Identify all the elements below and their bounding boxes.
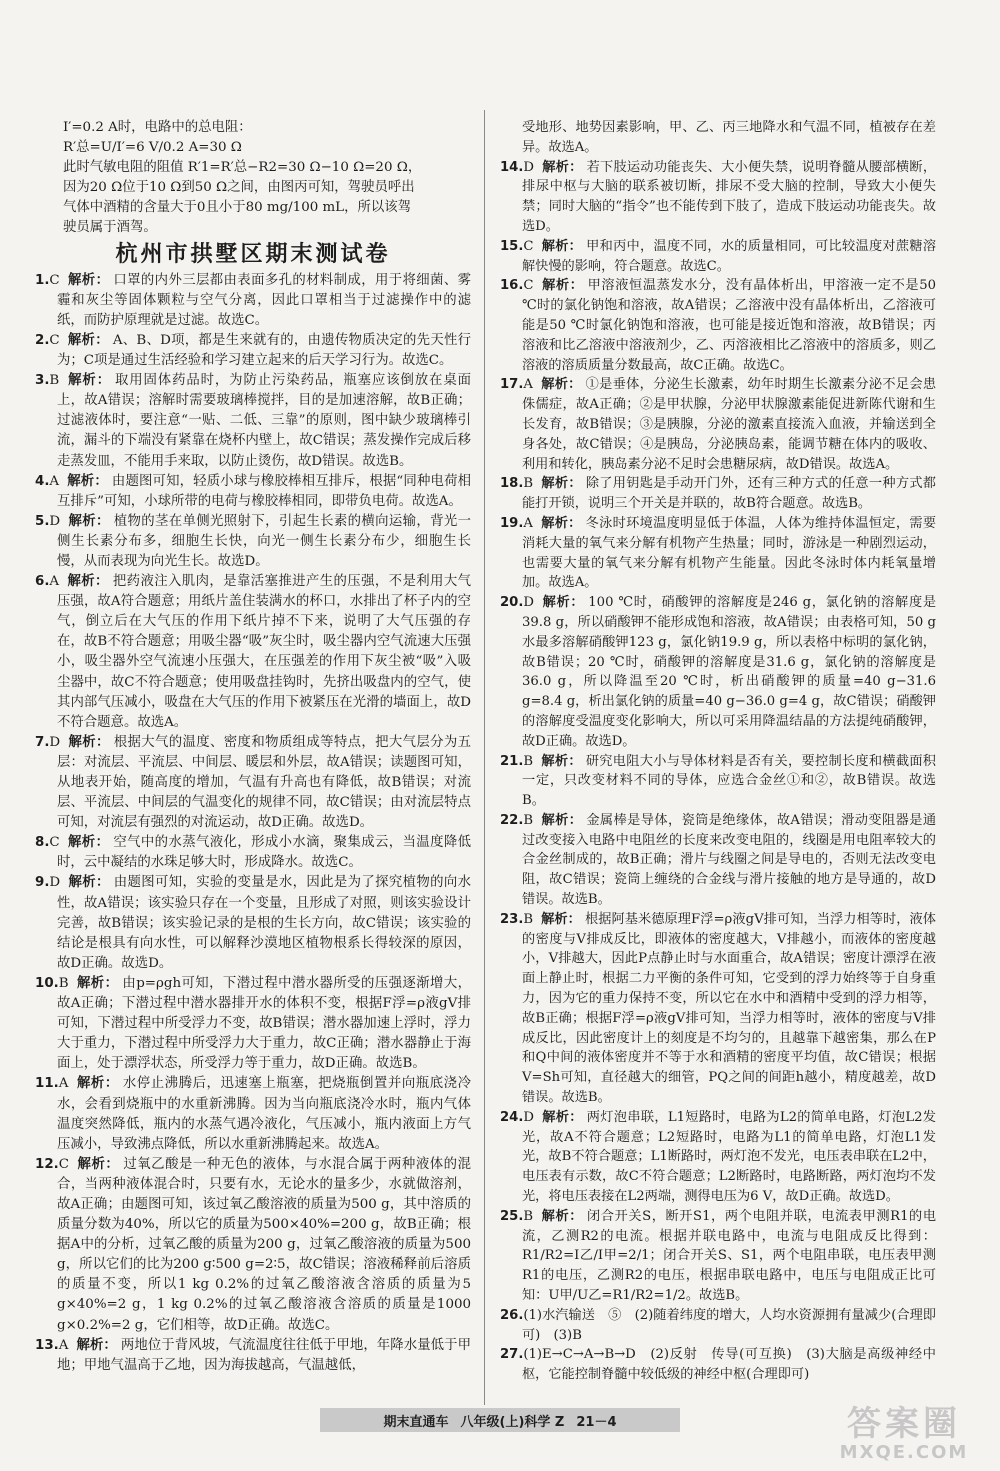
item-text: 由p=ρgh可知，下潜过程中潜水器所受的压强逐渐增大，故A正确；下潜过程中潜水器排开水的体积不变，根据F浮=ρ液gV排可知，下潜过程中所受浮力不变，故B错误；潜水器加速上浮时，浮力大于重力，下潜过程中所受浮力大于重力，故C正确；潜水器静止于海面上，处于漂浮状态，所受浮力等于重力，故D正确。故选B。: [57, 975, 472, 1072]
item-text: 取用固体药品时，为防止污染药品，瓶塞应该倒放在桌面上，故A错误；溶解时需要玻璃棒搅拌，目的是加速溶解，故B正确；过滤液体时，要注意“一贴、二低、三靠”的原则，图中缺少玻璃棒引流，漏斗的下端没有紧靠在烧杯内壁上，故C错误；蒸发操作完成后移走蒸发皿，不能用手来取，以防止烫伤，故D错误。故选B。: [57, 373, 472, 469]
item-text: (1)水汽输送 ⑤ (2)随着纬度的增大，人均水资源拥有量减少(合理即可) (3)B: [522, 1307, 936, 1343]
item-answer: D: [49, 513, 61, 529]
answer-item: [35, 472, 471, 512]
item-number: 27.: [500, 1347, 524, 1363]
item-answer: D: [49, 875, 61, 891]
analysis-label: 解析：: [540, 515, 582, 531]
analysis-label: 解析：: [541, 159, 583, 175]
item-number: 3.: [35, 373, 50, 389]
item-number: 23.: [500, 911, 524, 927]
item-answer: B: [58, 975, 69, 991]
answer-item: [35, 512, 471, 572]
item-text: A、B、D项，都是生来就有的，由遗传物质决定的先天性行为；C项是通过生活经验和学习建立起来的后天学习行为。故选C。: [57, 332, 472, 369]
item-answer: D: [523, 595, 534, 611]
item-answer: B: [523, 1208, 534, 1224]
item-text: 由题图可知，实验的变量是水，因此是为了探究植物的向水性，故A错误；该实验只存在一个变量，且形成了对照，则该实验设计完善，故B错误；该实验记录的是根的生长方向，故C错误；该实验的结论是根具有向水性，可以解释沙漠地区植物根系长得较深的原因，故D正确。故选D。: [57, 875, 472, 971]
item-number: 19.: [500, 515, 524, 531]
analysis-label: 解析：: [540, 377, 582, 393]
item-answer: B: [523, 911, 534, 927]
item-text: 口罩的内外三层都由表面多孔的材料制成，用于将细菌、雾霾和灰尘等固体颗粒与空气分离，因此口罩相当于过滤操作中的滤纸，而防护原理就是过滤。故选C。: [57, 272, 472, 328]
answer-item: [35, 271, 471, 331]
answer-item: [35, 833, 471, 873]
item-number: 2.: [35, 332, 50, 348]
item-number: 12.: [35, 1156, 59, 1172]
answer-item: [35, 572, 471, 733]
item-answer: C: [49, 332, 60, 348]
item-text: 水停止沸腾后，迅速塞上瓶塞，把烧瓶倒置并向瓶底浇冷水，会看到烧瓶中的水重新沸腾。因为当向瓶底浇冷水时，瓶内气体温度突然降低，瓶内的水蒸气遇冷液化，气压减小，瓶内液面上方气压减小，导致沸点降低，所以水重新沸腾起来。故选A。: [57, 1076, 472, 1152]
item-answer: A: [58, 1076, 69, 1092]
answer-item: [35, 1336, 471, 1376]
answer-item: [500, 237, 936, 277]
item-text: 除了用钥匙是手动开门外，还有三种方式的任意一种方式都能打开锁，说明三个开关是并联的，故B符合题意。故选B。: [522, 476, 936, 512]
item-answer: C: [49, 835, 60, 851]
item-number: 22.: [500, 812, 524, 828]
analysis-label: 解析：: [541, 1109, 583, 1125]
analysis-label: 解析：: [541, 476, 582, 492]
exam-title: 杭州市拱墅区期末测试卷: [115, 241, 391, 267]
item-answer: A: [523, 515, 533, 531]
item-number: 18.: [500, 476, 524, 492]
item-number: 14.: [500, 159, 524, 175]
answer-item: [35, 1074, 471, 1154]
continued-text: 受地形、地势因素影响，甲、乙、丙三地降水和气温不同，植被存在差异。故选A。: [522, 120, 936, 155]
answer-item: [500, 593, 936, 751]
analysis-label: 解析：: [68, 875, 110, 891]
item-text: 根据大气的温度、密度和物质组成等特点，把大气层分为五层：对流层、平流层、中间层、暖层和外层，故A错误；读题图可知，从地表开始，随高度的增加，气温有升高也有降低，故B错误；对流层、平流层、中间层的气温变化的规律不同，故C错误；由对流层特点可知，对流层有强烈的对流运动，故D正确。故选D。: [57, 734, 472, 831]
answer-item: [500, 1207, 936, 1306]
answer-item: [35, 1155, 471, 1336]
intro-line: I′=0.2 A时，电路中的总电阻：: [63, 120, 252, 135]
analysis-label: 解析：: [76, 975, 119, 991]
item-text: 若下肢运动功能丧失、大小便失禁，说明脊髓从腰部横断，排尿中枢与大脑的联系被切断，排尿不受大脑的控制，导致大小便失禁；同时大脑的“指令”也不能传到下肢了，造成下肢运动功能丧失。故选D。: [522, 159, 937, 234]
item-text: 冬泳时环境温度明显低于体温，人体为维持体温恒定，需要消耗大量的氧气来分解有机物产生热量；同时，游泳是一种剧烈运动，也需要大量的氧气来分解有机物产生能量。因此冬泳时体内耗氧量增加。故选A。: [522, 515, 937, 591]
item-answer: A: [58, 1337, 69, 1353]
item-number: 25.: [500, 1208, 524, 1224]
item-answer: B: [523, 753, 534, 769]
answer-item: [500, 375, 936, 474]
analysis-label: 解析：: [541, 812, 583, 828]
intro-line: 气体中酒精的含量大于0且小于80 mg/100 mL，所以该驾: [63, 200, 412, 216]
analysis-label: 解析：: [68, 734, 110, 750]
item-answer: C: [523, 278, 534, 294]
answer-item: [500, 514, 936, 593]
item-number: 5.: [35, 513, 50, 529]
item-text: 根据阿基米德原理F浮=ρ液gV排可知，当浮力相等时，液体的密度与V排成反比，即液体的密度越大，V排越小，而液体的密度越小，V排越大，因此P点静止时与水面重合，故A错误；密度计漂浮在液面上静止时，根据二力平衡的条件可知，它受到的浮力始终等于自身重力，因为它的重力保持不变，所以它在水中和酒精中受到的浮力相等，故B正确；根据F浮=ρ液gV排可知，当浮力相等时，液体的密度与V排成反比，因此密度计上的刻度是不均匀的，且越靠下越密集，那么在P和Q中间的液体密度并不等于水和酒精的密度平均值，故C错误；根据V=Sh可知，直径越大的细管，PQ之间的间距h越小，精度越差，故D错误。故选B。: [522, 911, 936, 1106]
answer-item: [500, 474, 936, 514]
item-text: 两灯泡串联，L1短路时，电路为L2的简单电路，灯泡L2发光，故A不符合题意；L2短路时，电路为L1的简单电路，灯泡L1发光，故B不符合题意；L1断路时，两灯泡不发光，电压表串联在L2中，电压表有示数，故C不符合题意；L2断路时，电路断路，两灯泡均不发光，将电压表接在L2两端，测得电压为6 V，故D正确。故选D。: [522, 1109, 936, 1205]
right-answer-list: [500, 158, 936, 1306]
analysis-label: 解析：: [67, 272, 110, 288]
watermark-logo: [818, 1405, 990, 1465]
item-text: 两地位于背风坡，气流温度往往低于甲地，年降水量低于甲地；甲地气温高于乙地，因为海拔越高，气温越低，: [57, 1337, 471, 1373]
answer-item: [35, 974, 471, 1074]
item-answer: A: [49, 574, 60, 590]
item-text: 甲和丙中，温度不同，水的质量相同，可比较温度对蔗糖溶解快慢的影响，符合题意。故选C。: [522, 238, 937, 274]
analysis-label: 解析：: [541, 1208, 583, 1224]
item-number: 20.: [500, 595, 524, 611]
answer-item: [500, 276, 936, 375]
item-text: 甲溶液恒温蒸发水分，没有晶体析出，甲溶液一定不是50 ℃时的氯化钠饱和溶液，故A错误；乙溶液中没有晶体析出，乙溶液可能是50 ℃时氯化钠饱和溶液，也可能是接近饱和溶液，故B错误；丙溶液和比乙溶液中溶液剂少，乙、丙溶液相比乙溶液中的溶质多，则乙溶液的溶质质量分数最高，故C正确。故选C。: [522, 278, 937, 373]
analysis-label: 解析：: [67, 473, 108, 489]
answer-item: [35, 371, 471, 471]
item-number: 13.: [35, 1337, 59, 1353]
item-number: 7.: [35, 734, 50, 750]
item-number: 6.: [35, 574, 50, 590]
analysis-label: 解析：: [541, 911, 581, 927]
answer-item: [500, 910, 936, 1108]
item-text: 植物的茎在单侧光照射下，引起生长素的横向运输，背光一侧生长素分布多，细胞生长快，向光一侧生长素分布少，细胞生长慢，从而表现为向光生长。故选D。: [57, 513, 472, 569]
item-answer: D: [523, 1109, 534, 1125]
answer-item: [500, 158, 936, 237]
analysis-label: 解析：: [67, 373, 111, 389]
intro-line: R′总=U/I′=6 V/0.2 A=30 Ω: [63, 140, 242, 156]
watermark-text: 答案圈: [847, 1404, 961, 1444]
item-answer: A: [49, 473, 60, 489]
item-answer: B: [523, 812, 534, 828]
item-text: 闭合开关S，断开S1，两个电阻并联，电流表甲测R1的电流，乙测R2的电流。根据并联电路中，电流与电阻成反比得到：R1/R2=I乙/I甲=2/1；闭合开关S、S1，两个电阻串联，电压表甲测R1的电压，乙测R2的电压，根据串联电路中，电压与电阻成正比可知：U甲/U乙=R1/R2=1/2。故选B。: [522, 1208, 937, 1304]
item-answer: D: [49, 734, 61, 750]
item-text: 空气中的水蒸气液化，形成小水滴，聚集成云，当温度降低时，云中凝结的水珠足够大时，形成降水。故选C。: [57, 835, 472, 871]
item-number: 24.: [500, 1109, 524, 1125]
item-number: 11.: [35, 1076, 59, 1092]
analysis-label: 解析：: [67, 835, 110, 851]
item-text: 100 ℃时，硝酸钾的溶解度是246 g，氯化钠的溶解度是39.8 g，所以硝酸钾不能形成饱和溶液，故A错误；由表格可知，50 g水最多溶解硝酸钾123 g，氯化钠19.9 g，所以表格中标明的氯化钠，故B错误；20 ℃时，硝酸钾的溶解度是31.6 g，氯化钠的溶解度是36.0 g，所以降温至20 ℃时，析出硝酸钾的质量=40 g−31.6 g=8.4 g，析出氯化钠的质量=40 g−36.0 g=4 g，故C错误；硝酸钾的溶解度受温度变化影响大，所以可采用降温结晶的方法提纯硝酸钾，故D正确。故选D。: [522, 595, 937, 749]
answer-item: [500, 752, 936, 811]
item-answer: C: [58, 1156, 69, 1172]
answer-item: [500, 1306, 936, 1346]
analysis-label: 解析：: [68, 513, 110, 529]
item-answer: C: [49, 272, 60, 288]
item-number: 17.: [500, 377, 524, 393]
item-text: ①是垂体，分泌生长激素，幼年时期生长激素分泌不足会患侏儒症，故A正确；②是甲状腺，分泌甲状腺激素能促进新陈代谢和生长发育，故B错误；③是胰腺，分泌的激素直接流入血液，并输送到全身各处，故C错误；④是胰岛，分泌胰岛素，能调节糖在体内的吸收、利用和转化，胰岛素分泌不足时会患糖尿病，故D错误。故选A。: [522, 377, 937, 472]
left-column: [35, 118, 471, 1376]
analysis-label: 解析：: [76, 1076, 119, 1092]
column-divider: [484, 110, 485, 1405]
intro-line: 因为20 Ω位于10 Ω到50 Ω之间，由图丙可知，驾驶员呼出: [63, 180, 415, 196]
analysis-label: 解析：: [541, 238, 583, 254]
item-number: 8.: [35, 835, 50, 851]
right-column: [500, 118, 936, 1385]
item-number: 1.: [35, 272, 50, 288]
footer-grade: 八年级(上)科学 Z: [460, 1414, 565, 1430]
item-answer: A: [523, 377, 533, 393]
item-number: 21.: [500, 753, 524, 769]
analysis-label: 解析：: [67, 574, 109, 590]
footer-page-number: 21－4: [576, 1414, 617, 1430]
analysis-label: 解析：: [541, 278, 584, 294]
intro-line: 此时气敏电阻的阻值 R′1=R′总−R2=30 Ω−10 Ω=20 Ω，: [63, 160, 422, 176]
answer-item: [500, 1108, 936, 1207]
item-answer: C: [523, 238, 534, 254]
intro-line: 驶员属于酒驾。: [63, 220, 157, 236]
item-answer: B: [523, 476, 534, 492]
item-text: 由题图可知，轻质小球与橡胶棒相互排斥，根据“同种电荷相互排斥”可知，小球所带的电荷与橡胶棒相同，即带负电荷。故选A。: [57, 473, 472, 509]
item-answer: B: [49, 373, 60, 389]
footer-brand: 期末直通车: [383, 1414, 449, 1430]
item-answer: D: [523, 159, 534, 175]
analysis-label: 解析：: [76, 1337, 117, 1353]
item-number: 9.: [35, 875, 50, 891]
analysis-label: 解析：: [541, 753, 582, 769]
item-number: 4.: [35, 473, 50, 489]
answer-item: [500, 811, 936, 910]
answer-item: [35, 733, 471, 833]
item-number: 26.: [500, 1307, 524, 1323]
analysis-label: 解析：: [541, 595, 585, 611]
analysis-label: 解析：: [76, 1156, 120, 1172]
item-text: 把药液注入肌肉，是靠活塞推进产生的压强，不是利用大气压强，故A符合题意；用纸片盖住装满水的杯口，水排出了杯子内的空气，倒立后在大气压的作用下纸片掉不下来，说明了大气压强的存在，故B不符合题意；用吸尘器“吸”灰尘时，吸尘器内空气流速大压强小，吸尘器外空气流速小压强大，在压强差的作用下灰尘被“吸”入吸尘器中，故C不符合题意；使用吸盘挂钩时，先挤出吸盘内的空气，使其内部气压减小，吸盘在大气压的作用下被紧压在光滑的墙面上，故D不符合题意。故选A。: [57, 574, 472, 730]
answer-item: [35, 873, 471, 973]
item-text: 金属棒是导体，瓷筒是绝缘体，故A错误；滑动变阻器是通过改变接入电路中电阻丝的长度来改变电阻的，线圈是用电阻率较大的合金丝制成的，故B正确；滑片与线圈之间是导电的，否则无法改变电阻，故C错误；瓷筒上缠绕的合金线与滑片接触的地方是导通的，故D错误。故选B。: [522, 812, 937, 908]
watermark-url: MXQE.COM: [839, 1442, 969, 1463]
item-text: 研究电阻大小与导体材料是否有关，要控制长度和横截面积一定，只改变材料不同的导体，应选合金丝①和②，故B错误。故选B。: [522, 753, 936, 809]
item-number: 15.: [500, 238, 524, 254]
item-text: 过氧乙酸是一种无色的液体，与水混合属于两种液体的混合，当两种液体混合时，只要有水，无论水的量多少，水就做溶剂，故A正确；由题图可知，该过氧乙酸溶液的质量为500 g，其中溶质的质量分数为40%，所以它的质量为500×40%=200 g，故B正确；根据A中的分析，过氧乙酸的质量为200 g，过氧乙酸溶液的质量为500 g，所以它们的比为200 g∶500 g=2∶5，故C错误；溶液稀释前后溶质的质量不变，所以1 kg 0.2%的过氧乙酸溶液含溶质的质量为5 g×40%=2 g，1 kg 0.2%的过氧乙酸溶液含溶质的质量是1000 g×0.2%=2 g，它们相等，故D正确。故选C。: [57, 1156, 472, 1333]
item-number: 16.: [500, 278, 524, 294]
intro-block: [35, 118, 471, 239]
footer-bar: [320, 1408, 680, 1432]
left-answer-list: [35, 271, 471, 1376]
item-number: 10.: [35, 975, 59, 991]
answer-item: [35, 331, 471, 371]
analysis-label: 解析：: [67, 332, 109, 348]
answer-item: [500, 1345, 936, 1385]
item-text: (1)E→C→A→B→D (2)反射 传导(可互换) (3)大脑是高级神经中枢，它能控制脊髓中较低级的神经中枢(合理即可): [522, 1347, 936, 1383]
fill-answer-list: [500, 1306, 936, 1385]
